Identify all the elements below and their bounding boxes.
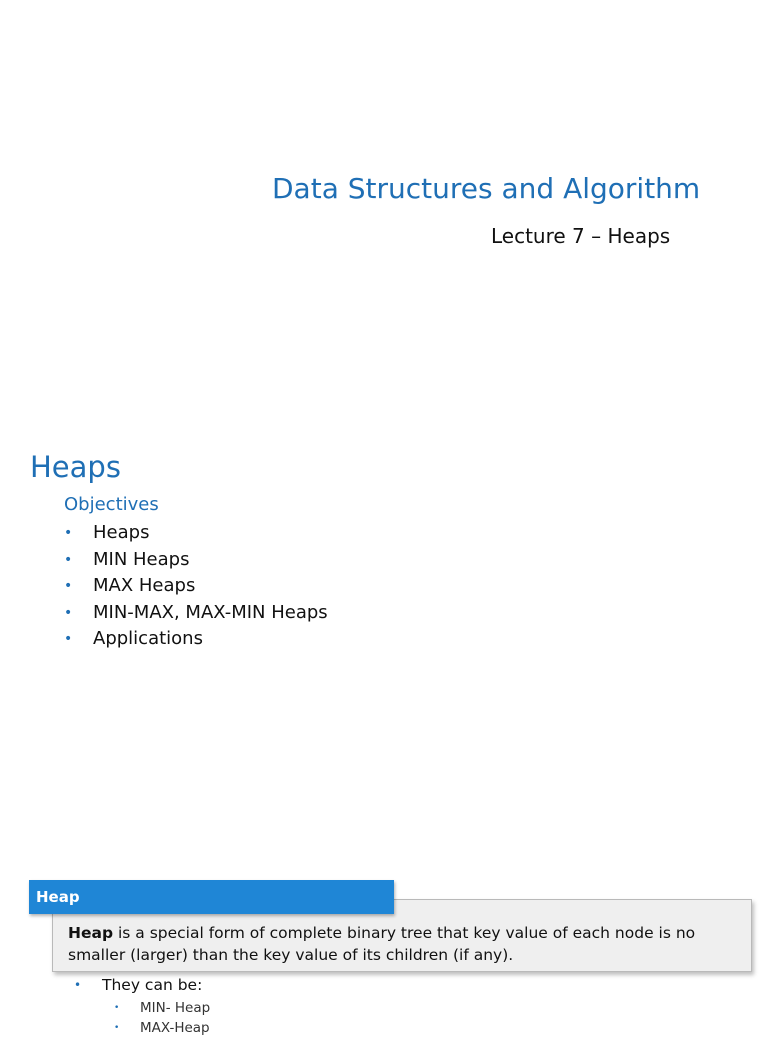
bullet-icon: • [64,551,73,568]
heap-tab [29,880,394,914]
objective-item: • MIN-MAX, MAX-MIN Heaps [64,600,328,627]
slide1-title: Data Structures and Algorithm [272,172,701,205]
objective-item: • MIN Heaps [64,547,328,574]
bullet-icon: • [114,1023,120,1033]
heap-definition-term: Heap [68,924,114,942]
bullet-icon: • [64,578,73,595]
bullet-icon: • [114,1003,120,1013]
objectives-heading: Objectives [64,494,159,515]
objectives-list [64,520,328,653]
slide2-title: Heaps [30,450,121,484]
bullet-icon: • [74,978,82,992]
heap-tab-label: Heap [36,888,80,906]
they-can-be-item: • They can be: [74,976,203,994]
objective-item: • MAX Heaps [64,573,328,600]
bullet-icon: • [64,631,73,648]
objective-item: • Heaps [64,520,328,547]
heap-definition-rest: is a special form of complete binary tree that key value of each node is no smaller (larger) than the key value of its children (if any). [68,924,696,964]
bullet-icon: • [64,604,73,621]
heap-definition-text [68,922,740,966]
heap-type-item: • MIN- Heap [114,1000,211,1016]
slide1-subtitle: Lecture 7 – Heaps [491,224,671,248]
heap-types-list [114,998,210,1038]
heap-type-item: • MAX-Heap [114,1020,210,1036]
bullet-icon: • [64,525,73,541]
objective-item: • Applications [64,626,328,653]
